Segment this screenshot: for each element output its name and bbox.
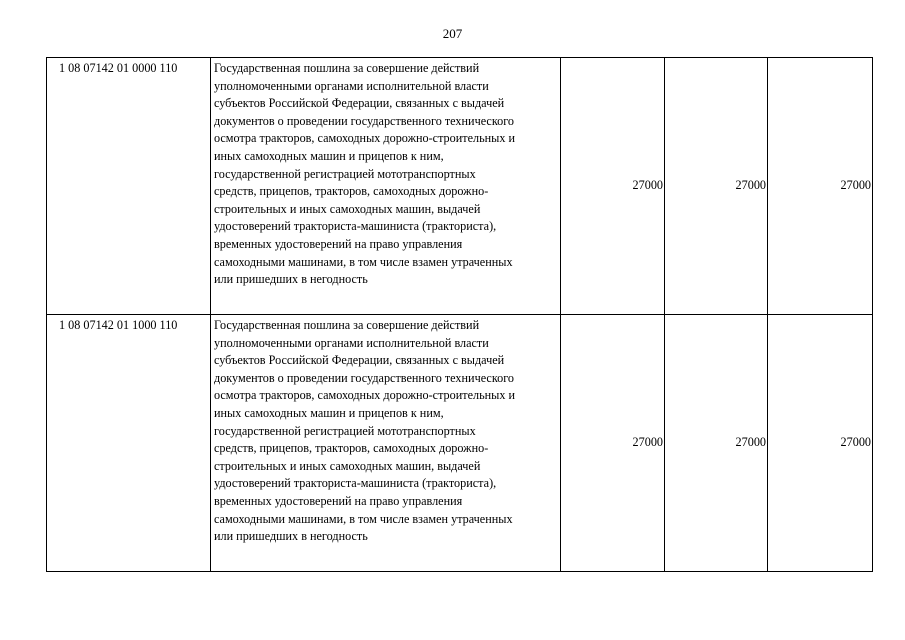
revenue-name-line: Государственная пошлина за совершение действий — [214, 318, 480, 332]
revenue-name-line: временных удостоверений на право управления — [214, 236, 463, 251]
classification-code: 1 08 07142 01 1000 110 — [47, 315, 211, 572]
amount-value: 27000 — [665, 315, 768, 572]
revenue-name-line: уполномоченными органами исполнительной власти — [214, 78, 489, 93]
revenue-name-line: удостоверений тракториста-машиниста (тракториста), — [214, 476, 497, 491]
revenue-name-line: или пришедших в негодность — [214, 529, 368, 544]
revenue-name-line: уполномоченными органами исполнительной власти — [214, 335, 489, 350]
amount-value: 27000 — [561, 58, 665, 315]
page-number: 207 — [442, 26, 463, 41]
revenue-name-line: осмотра тракторов, самоходных дорожно-строительных и — [214, 131, 516, 146]
revenue-name-line: Государственная пошлина за совершение действий — [214, 61, 480, 75]
classification-code: 1 08 07142 01 0000 110 — [47, 58, 211, 315]
amount-value: 27000 — [665, 58, 768, 315]
amount-value: 27000 — [768, 315, 873, 572]
revenue-name-line: временных удостоверений на право управления — [214, 493, 463, 508]
revenue-name-line: государственной регистрацией мототранспортных — [214, 166, 476, 181]
revenue-name-line: документов о проведении государственного технического — [214, 113, 515, 128]
revenue-name-line: средств, прицепов, тракторов, самоходных дорожно- — [214, 184, 489, 199]
revenue-name-line: субъектов Российской Федерации, связанных с выдачей — [214, 96, 505, 111]
revenue-name-line: строительных и иных самоходных машин, выдачей — [214, 458, 481, 473]
revenue-name-line: строительных и иных самоходных машин, выдачей — [214, 201, 481, 216]
revenue-name-line: или пришедших в негодность — [214, 272, 368, 287]
table-row — [47, 58, 873, 315]
revenue-name — [211, 315, 561, 572]
revenue-name-line: субъектов Российской Федерации, связанных с выдачей — [214, 353, 505, 368]
revenue-name-line: иных самоходных машин и прицепов к ним, — [214, 148, 444, 163]
revenue-name-line: иных самоходных машин и прицепов к ним, — [214, 405, 444, 420]
revenue-name-line: документов о проведении государственного технического — [214, 370, 515, 385]
revenue-name-line: средств, прицепов, тракторов, самоходных дорожно- — [214, 441, 489, 456]
revenue-name-line: самоходными машинами, в том числе взамен утраченных — [214, 511, 513, 526]
revenue-name-line: осмотра тракторов, самоходных дорожно-строительных и — [214, 388, 516, 403]
amount-value: 27000 — [561, 315, 665, 572]
revenue-name-line: удостоверений тракториста-машиниста (тракториста), — [214, 219, 497, 234]
budget-table — [46, 57, 873, 572]
revenue-name — [211, 58, 561, 315]
table-row — [47, 315, 873, 572]
revenue-name-line: самоходными машинами, в том числе взамен утраченных — [214, 254, 513, 269]
amount-value: 27000 — [768, 58, 873, 315]
revenue-name-line: государственной регистрацией мототранспортных — [214, 423, 476, 438]
